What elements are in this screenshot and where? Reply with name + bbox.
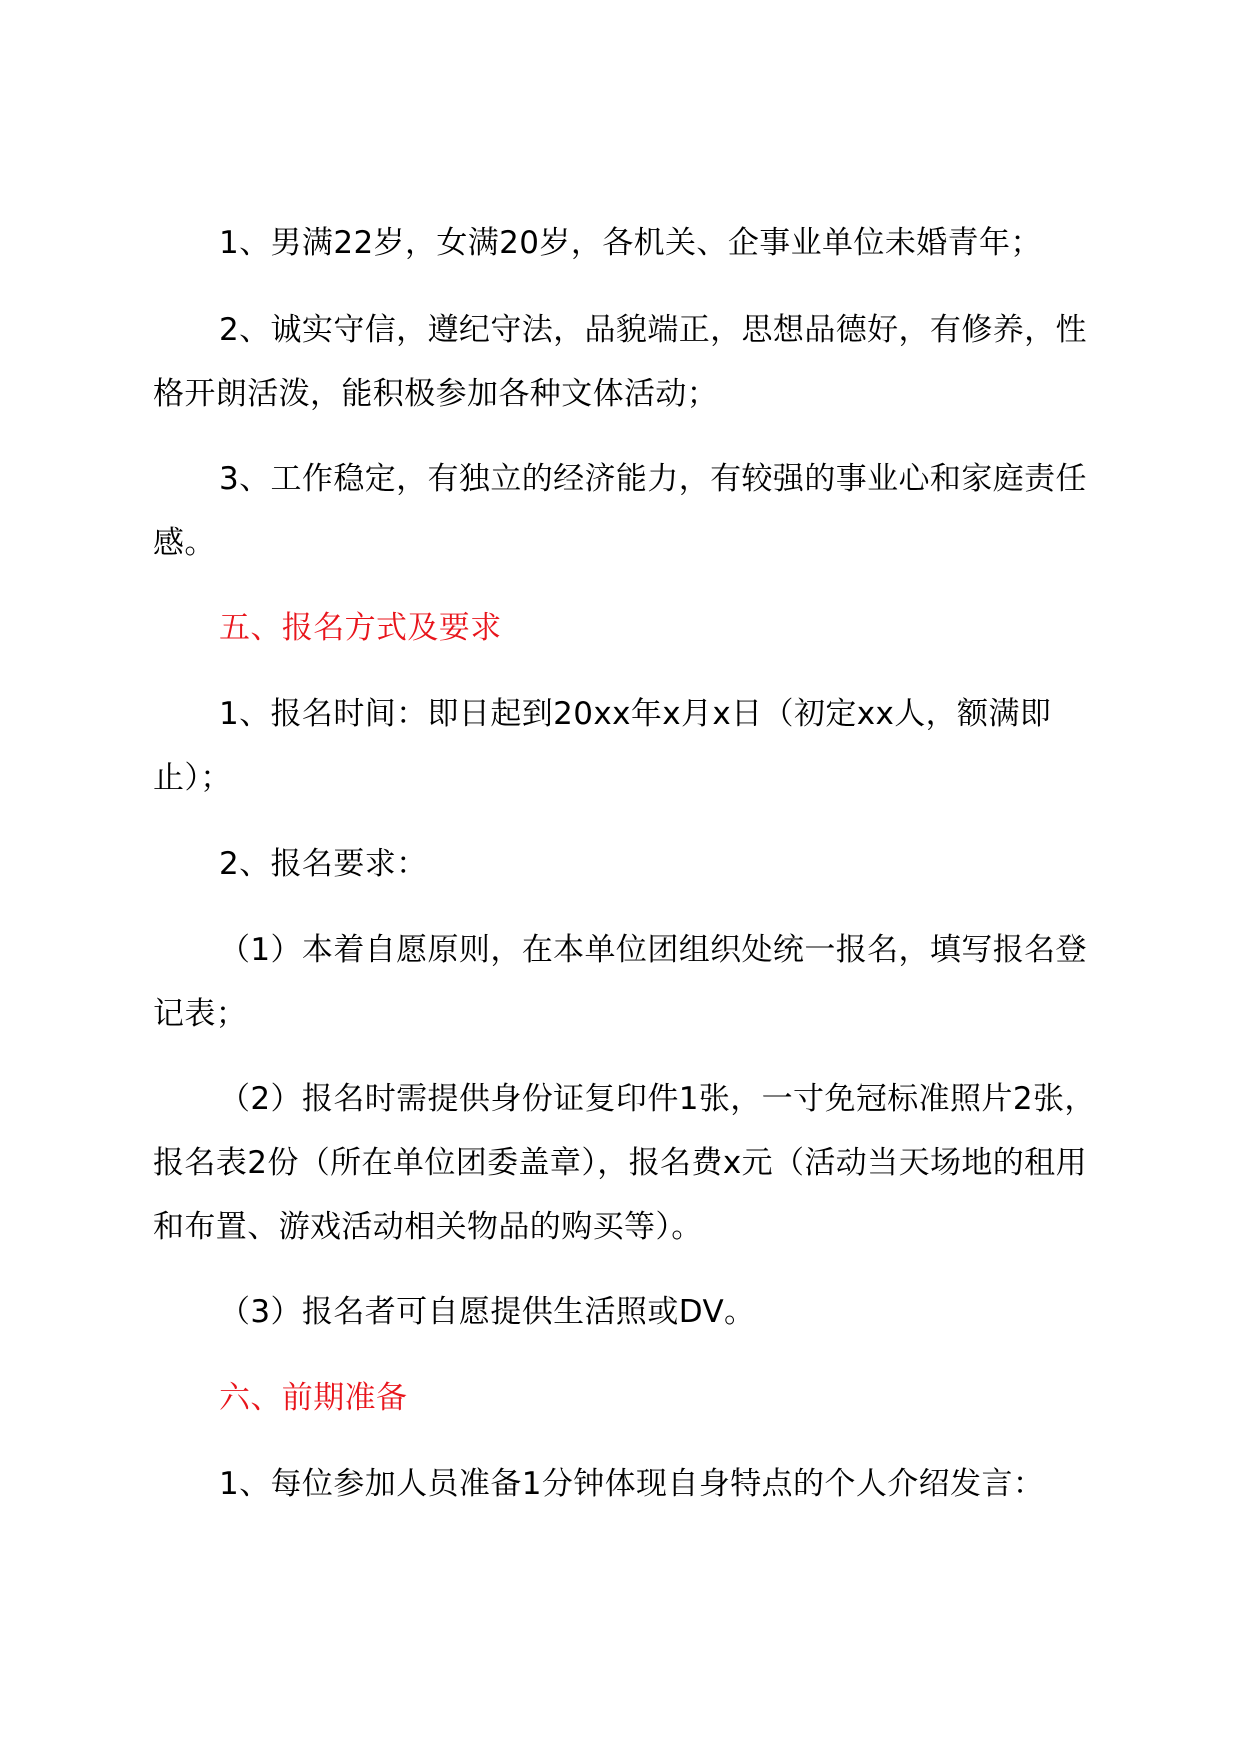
registration-requirements-title: 2、报名要求： — [219, 846, 428, 882]
requirement-character: 2、诚实守信，遵纪守法，品貌端正，思想品德好，有修养，性格开朗活泼，能积极参加各种文体活动； — [153, 312, 1087, 412]
registration-requirement-3: （3）报名者可自愿提供生活照或DV。 — [219, 1294, 756, 1330]
requirement-work: 3、工作稳定，有独立的经济能力，有较强的事业心和家庭责任感。 — [153, 461, 1087, 561]
section-heading-preparation: 六、前期准备 — [219, 1380, 408, 1416]
registration-requirement-2: （2）报名时需提供身份证复印件1张，一寸免冠标准照片2张，报名表2份（所在单位团委盖章），报名费x元（活动当天场地的租用和布置、游戏活动相关物品的购买等）。 — [153, 1081, 1096, 1245]
section-heading-registration: 五、报名方式及要求 — [219, 610, 502, 646]
requirement-age: 1、男满22岁，女满20岁，各机关、企事业单位未婚青年； — [219, 225, 1042, 261]
registration-requirement-1: （1）本着自愿原则，在本单位团组织处统一报名，填写报名登记表； — [153, 932, 1087, 1032]
registration-time: 1、报名时间：即日起到20xx年x月x日（初定xx人，额满即止）； — [153, 696, 1052, 796]
preparation-item-1: 1、每位参加人员准备1分钟体现自身特点的个人介绍发言： — [219, 1466, 1045, 1502]
